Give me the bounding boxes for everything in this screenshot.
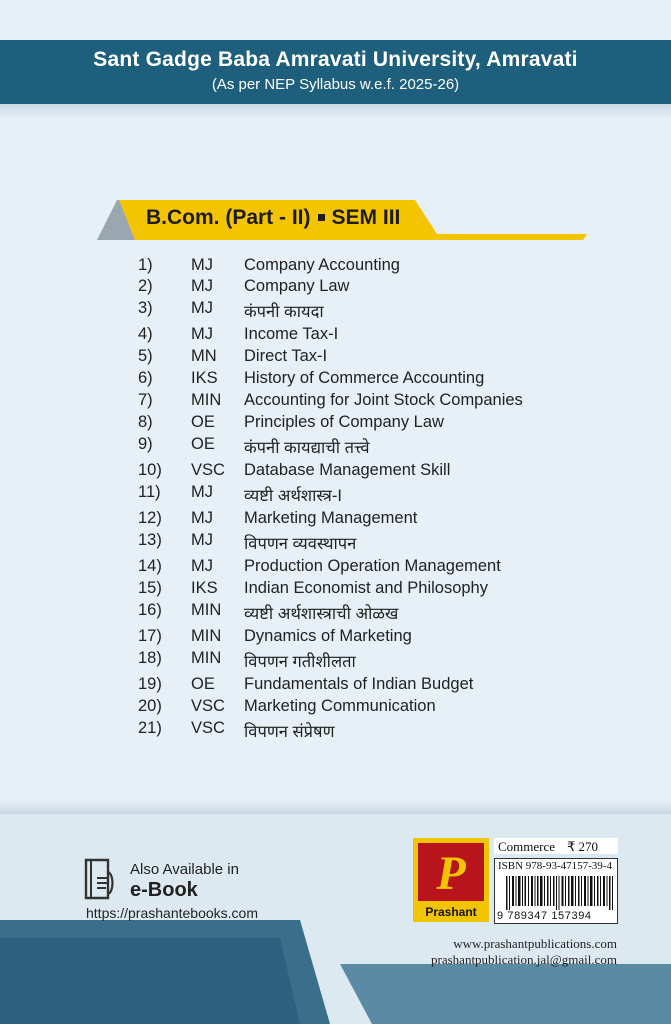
- subject-name: कंपनी कायदा: [244, 303, 324, 321]
- publisher-logo-mark: [418, 843, 484, 901]
- semester-title: [146, 206, 400, 230]
- subject-name: History of Commerce Accounting: [244, 369, 485, 387]
- subject-number: 8): [138, 413, 153, 431]
- subject-number: 12): [138, 509, 162, 527]
- subject-code: MJ: [191, 277, 213, 295]
- ebook-icon: [82, 858, 116, 900]
- subject-code: MIN: [191, 627, 222, 645]
- subject-number: 5): [138, 347, 153, 365]
- subject-name: कंपनी कायद्याची तत्त्वे: [244, 439, 370, 457]
- subject-number: 10): [138, 461, 162, 479]
- subject-number: 11): [138, 483, 161, 501]
- subject-name: व्यष्टी अर्थशास्त्राची ओळख: [244, 605, 399, 623]
- subject-name: Principles of Company Law: [244, 413, 444, 431]
- header-shadow-band: [0, 104, 671, 118]
- subject-code: MJ: [191, 557, 213, 575]
- subject-number: 17): [138, 627, 162, 645]
- subject-code: IKS: [191, 579, 218, 597]
- subject-code: MJ: [191, 483, 213, 501]
- subject-name: विपणन गतीशीलता: [244, 653, 356, 671]
- ebook-url-link[interactable]: https://prashantebooks.com: [86, 905, 258, 921]
- isbn-label: ISBN 978-93-47157-39-4: [498, 860, 612, 872]
- subject-code: MIN: [191, 601, 222, 619]
- publisher-logo: [413, 838, 489, 922]
- subject-name: Direct Tax-I: [244, 347, 328, 365]
- category-label: Commerce: [498, 839, 556, 854]
- subject-number: 13): [138, 531, 162, 549]
- subject-code: OE: [191, 435, 215, 453]
- subject-number: 19): [138, 675, 162, 693]
- subject-name: विपणन व्यवस्थापन: [244, 535, 357, 553]
- subject-code: MJ: [191, 325, 213, 343]
- subject-name: Marketing Communication: [244, 697, 436, 715]
- course-label: B.Com. (Part - II): [146, 206, 311, 229]
- subject-code: VSC: [191, 697, 225, 715]
- subject-name: Database Management Skill: [244, 461, 451, 479]
- footer-light-stripe: [0, 938, 300, 1024]
- subject-number: 15): [138, 579, 162, 597]
- subject-code: OE: [191, 413, 215, 431]
- subject-name: Dynamics of Marketing: [244, 627, 412, 645]
- header-bar: [0, 40, 671, 104]
- subject-name: व्यष्टी अर्थशास्त्र-I: [244, 487, 342, 505]
- price-label: ₹ 270: [567, 839, 599, 854]
- subject-code: MJ: [191, 531, 213, 549]
- subject-name: Fundamentals of Indian Budget: [244, 675, 474, 693]
- subject-number: 7): [138, 391, 153, 409]
- footer-right-stripe: [340, 964, 671, 1024]
- sem-label: SEM III: [331, 206, 401, 229]
- subject-name: Indian Economist and Philosophy: [244, 579, 488, 597]
- subject-name: Marketing Management: [244, 509, 418, 527]
- subject-name: Company Accounting: [244, 256, 400, 274]
- subject-code: IKS: [191, 369, 218, 387]
- university-title: Sant Gadge Baba Amravati University, Amravati: [93, 48, 578, 71]
- subject-code: MJ: [191, 256, 213, 274]
- subject-name: Company Law: [244, 277, 350, 295]
- publisher-name: Prashant: [425, 905, 477, 919]
- subject-code: MJ: [191, 299, 213, 317]
- subject-number: 9): [138, 435, 153, 453]
- subject-name: Production Operation Management: [244, 557, 501, 575]
- subject-number: 6): [138, 369, 153, 387]
- syllabus-subtitle: (As per NEP Syllabus w.e.f. 2025-26): [211, 76, 460, 93]
- subject-code: VSC: [191, 719, 225, 737]
- subject-code: MJ: [191, 509, 213, 527]
- subject-code: OE: [191, 675, 215, 693]
- subject-code: MIN: [191, 391, 222, 409]
- publisher-email-link[interactable]: prashantpublication.jal@gmail.com: [431, 952, 617, 967]
- barcode-bars: [506, 876, 614, 910]
- subject-number: 14): [138, 557, 162, 575]
- subject-code: MIN: [191, 649, 222, 667]
- subject-number: 16): [138, 601, 162, 619]
- subject-number: 2): [138, 277, 153, 295]
- subject-code: MN: [191, 347, 217, 365]
- subject-number: 4): [138, 325, 153, 343]
- subject-code: VSC: [191, 461, 225, 479]
- subject-number: 1): [138, 256, 153, 274]
- subject-number: 20): [138, 697, 162, 715]
- subject-number: 18): [138, 649, 162, 667]
- subject-name: Income Tax-I: [244, 325, 339, 343]
- ebook-label: e-Book: [130, 879, 198, 901]
- logo-letter: P: [436, 847, 466, 900]
- also-available-text: Also Available in: [130, 861, 239, 878]
- footer-shadow-band: [0, 800, 671, 814]
- subject-name: विपणन संप्रेषण: [244, 723, 335, 741]
- separator-square-icon: [318, 214, 325, 221]
- subject-name: Accounting for Joint Stock Companies: [244, 391, 523, 409]
- barcode-number: 9 789347 157394: [497, 910, 592, 922]
- subject-number: 3): [138, 299, 153, 317]
- subject-number: 21): [138, 719, 162, 737]
- publisher-website-link[interactable]: www.prashantpublications.com: [453, 936, 617, 951]
